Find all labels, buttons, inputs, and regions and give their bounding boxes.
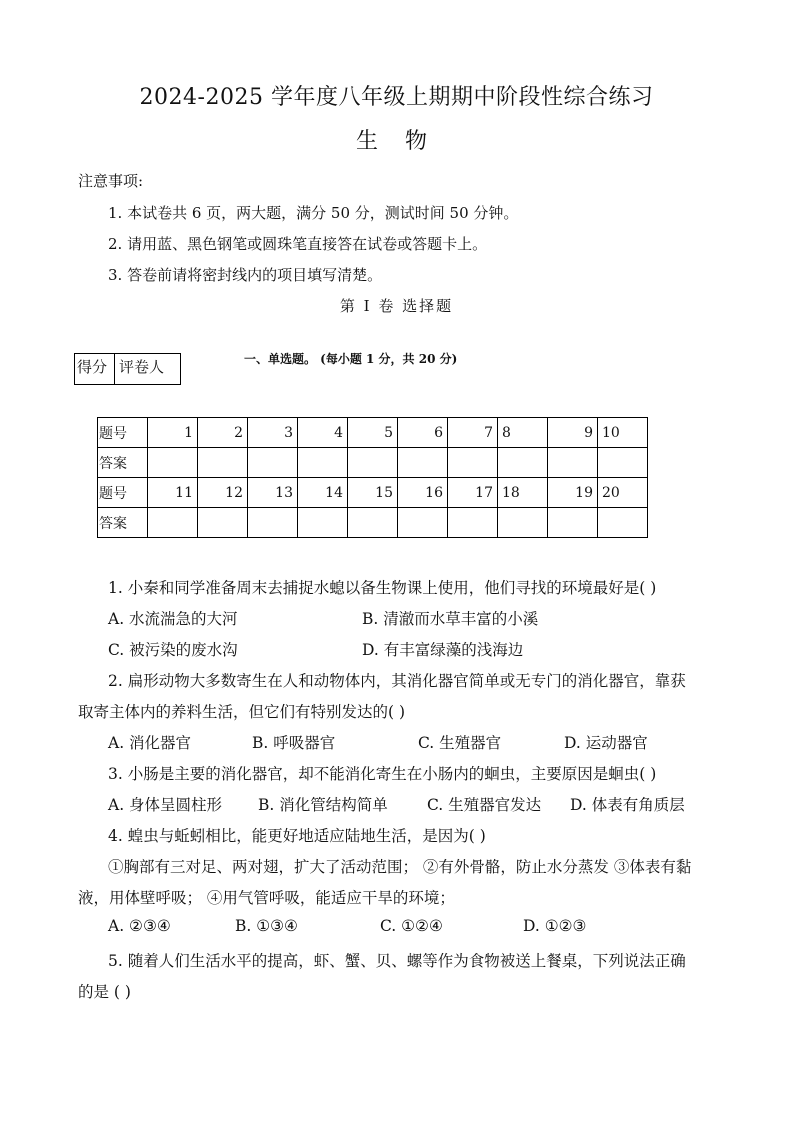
question-4-option-c: C. ①②④ <box>380 917 443 935</box>
answer-cell[interactable] <box>398 448 448 478</box>
question-4-detail-continued: 液，用体壁呼吸； ④用气管呼吸，能适应干旱的环境； <box>78 889 455 907</box>
answer-cell[interactable] <box>448 508 498 538</box>
answer-cell[interactable] <box>598 448 648 478</box>
question-4-detail: ①胸部有三对足、两对翅，扩大了活动范围； ②有外骨骼，防止水分蒸发 ③体表有黏 <box>108 858 692 876</box>
table-row <box>98 448 648 478</box>
question-number-cell: 8 <box>498 418 548 448</box>
row-label-answer: 答案 <box>98 508 148 538</box>
question-2-stem: 2. 扁形动物大多数寄生在人和动物体内，其消化器官简单或无专门的消化器官，靠获 <box>108 672 686 690</box>
answer-cell[interactable] <box>548 508 598 538</box>
notice-heading: 注意事项: <box>78 172 144 190</box>
row-label-number: 题号 <box>98 478 148 508</box>
question-3-stem: 3. 小肠是主要的消化器官，却不能消化寄生在小肠内的蛔虫，主要原因是蛔虫( ) <box>108 765 657 783</box>
question-number-cell: 7 <box>448 418 498 448</box>
answer-cell[interactable] <box>598 508 648 538</box>
question-4-stem: 4. 蝗虫与蚯蚓相比，能更好地适应陆地生活，是因为( ) <box>108 827 486 845</box>
question-number-cell: 15 <box>348 478 398 508</box>
question-number-cell: 2 <box>198 418 248 448</box>
question-1-stem: 1. 小秦和同学准备周末去捕捉水螅以备生物课上使用，他们寻找的环境最好是( ) <box>108 579 657 597</box>
score-label: 得分 <box>75 354 115 384</box>
question-2-option-b: B. 呼吸器官 <box>252 734 336 752</box>
question-2-option-c: C. 生殖器官 <box>418 734 502 752</box>
notice-item: 1. 本试卷共 6 页，两大题，满分 50 分，测试时间 50 分钟。 <box>108 204 519 222</box>
notice-item: 3. 答卷前请将密封线内的项目填写清楚。 <box>108 266 383 284</box>
question-number-cell: 6 <box>398 418 448 448</box>
table-row <box>98 508 648 538</box>
question-number-cell: 18 <box>498 478 548 508</box>
answer-cell[interactable] <box>348 448 398 478</box>
question-1-option-d: D. 有丰富绿藻的浅海边 <box>362 641 524 659</box>
answer-cell[interactable] <box>548 448 598 478</box>
question-5-stem: 5. 随着人们生活水平的提高，虾、蟹、贝、螺等作为食物被送上餐桌，下列说法正确 <box>108 952 686 970</box>
answer-cell[interactable] <box>198 508 248 538</box>
part-title: 一、单选题。 (每小题 1 分，共 20 分) <box>244 352 458 366</box>
exam-subject: 生 物 <box>356 129 437 154</box>
question-number-cell: 19 <box>548 478 598 508</box>
question-3-option-d: D. 体表有角质层 <box>570 796 685 814</box>
question-1-option-c: C. 被污染的废水沟 <box>108 641 238 659</box>
question-number-cell: 5 <box>348 418 398 448</box>
answer-cell[interactable] <box>348 508 398 538</box>
answer-cell[interactable] <box>298 448 348 478</box>
question-number-cell: 20 <box>598 478 648 508</box>
question-2-option-a: A. 消化器官 <box>108 734 192 752</box>
answer-cell[interactable] <box>148 448 198 478</box>
question-4-option-d: D. ①②③ <box>523 917 587 935</box>
answer-cell[interactable] <box>298 508 348 538</box>
table-row <box>98 418 648 448</box>
answer-cell[interactable] <box>248 508 298 538</box>
answer-cell[interactable] <box>498 508 548 538</box>
answer-cell[interactable] <box>498 448 548 478</box>
answer-table <box>97 417 648 538</box>
question-number-cell: 13 <box>248 478 298 508</box>
question-4-option-a: A. ②③④ <box>108 917 171 935</box>
question-3-option-b: B. 消化管结构简单 <box>258 796 388 814</box>
question-number-cell: 12 <box>198 478 248 508</box>
question-number-cell: 16 <box>398 478 448 508</box>
question-3-option-a: A. 身体呈圆柱形 <box>108 796 223 814</box>
notice-item: 2. 请用蓝、黑色钢笔或圆珠笔直接答在试卷或答题卡上。 <box>108 235 488 253</box>
question-4-option-b: B. ①③④ <box>235 917 298 935</box>
answer-cell[interactable] <box>448 448 498 478</box>
answer-cell[interactable] <box>248 448 298 478</box>
question-3-option-c: C. 生殖器官发达 <box>427 796 542 814</box>
question-number-cell: 3 <box>248 418 298 448</box>
section-title: 第 Ⅰ 卷 选择题 <box>339 297 454 315</box>
answer-cell[interactable] <box>398 508 448 538</box>
question-5-stem-continued: 的是 ( ) <box>78 983 131 1001</box>
row-label-number: 题号 <box>98 418 148 448</box>
question-number-cell: 14 <box>298 478 348 508</box>
score-box <box>74 353 181 385</box>
question-number-cell: 17 <box>448 478 498 508</box>
table-row <box>98 478 648 508</box>
question-number-cell: 11 <box>148 478 198 508</box>
question-2-option-d: D. 运动器官 <box>564 734 648 752</box>
grader-label: 评卷人 <box>119 358 165 376</box>
question-number-cell: 4 <box>298 418 348 448</box>
question-1-option-b: B. 清澈而水草丰富的小溪 <box>362 610 539 628</box>
question-1-option-a: A. 水流湍急的大河 <box>108 610 238 628</box>
answer-cell[interactable] <box>198 448 248 478</box>
answer-cell[interactable] <box>148 508 198 538</box>
row-label-answer: 答案 <box>98 448 148 478</box>
question-number-cell: 1 <box>148 418 198 448</box>
question-2-stem-continued: 取寄主体内的养料生活，但它们有特别发达的( ) <box>78 703 406 721</box>
exam-title: 2024-2025 学年度八年级上期期中阶段性综合练习 <box>139 85 654 110</box>
question-number-cell: 9 <box>548 418 598 448</box>
question-number-cell: 10 <box>598 418 648 448</box>
